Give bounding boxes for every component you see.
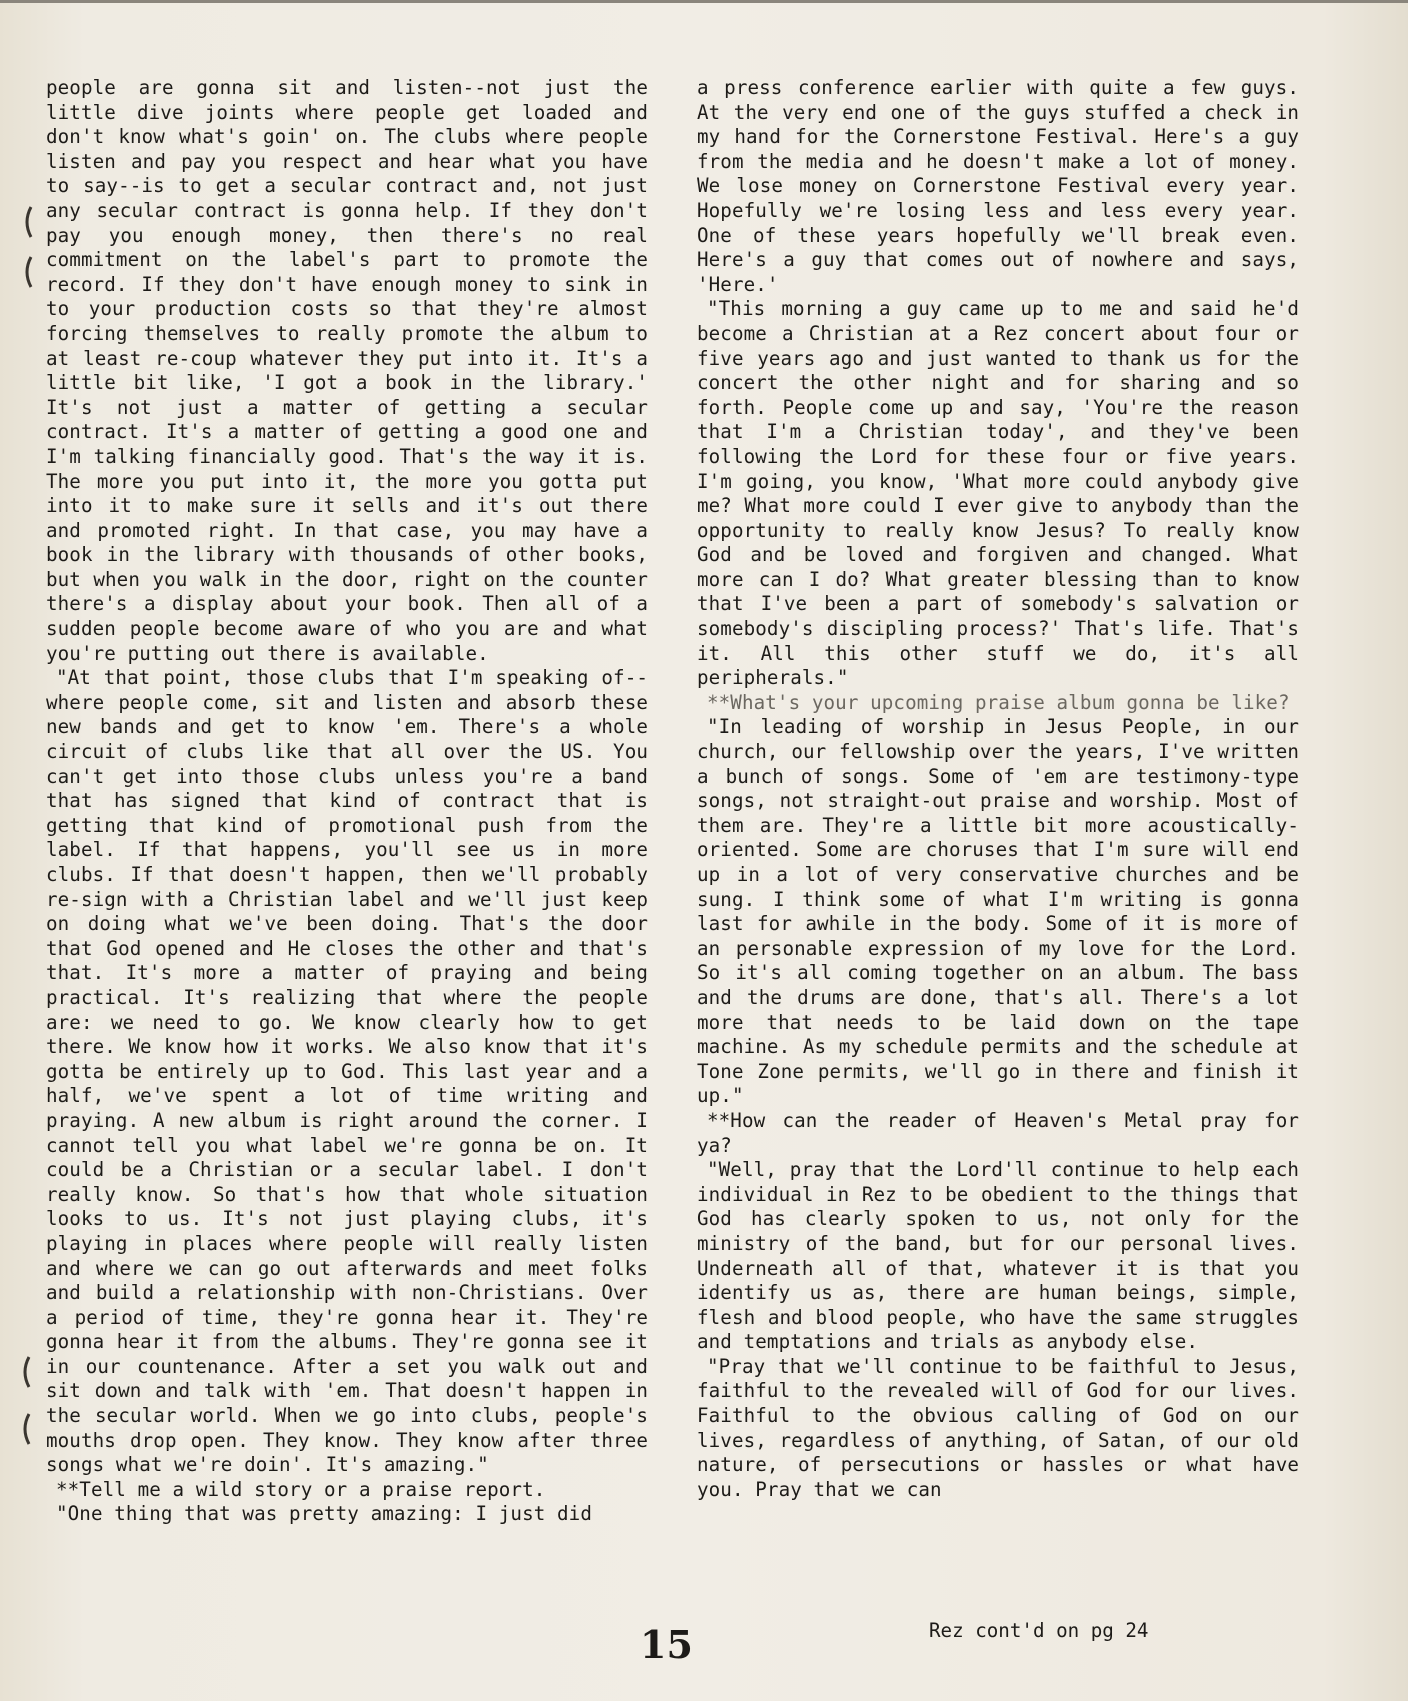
margin-bracket-mark — [20, 205, 34, 239]
interview-question: **What's your upcoming praise album gonna be like? — [707, 690, 1290, 714]
page-number: 15 — [640, 1622, 693, 1667]
paragraph: "Well, pray that the Lord'll continue to help each individual in Rez to be obedient to the things that God has clearly spoken to us, not only for the ministry of the band, but for our personal lives. Underneath all of that, whatever it is that you identify us as, there are human beings, simple, flesh and blood people, who have the same struggles and temptations and trials as anybody else. — [697, 1158, 1299, 1354]
interview-question: **Tell me a wild story or a praise report. — [56, 1477, 546, 1501]
paragraph: "One thing that was pretty amazing: I just did — [56, 1502, 592, 1526]
paragraph: a press conference earlier with quite a few guys. At the very end one of the guys stuffed a check in my hand for the Cornerstone Festival. Here's a guy from the media and he doesn't make a lot of money. We lose money on Cornerstone Festival every year. Hopefully we're losing less and less every year. One of these years hopefully we'll break even. Here's a guy that comes out of nowhere and says, 'Here.' — [697, 76, 1299, 296]
paragraph: "In leading of worship in Jesus People, in our church, our fellowship over the years, I've written a bunch of songs. Some of 'em are testimony-type songs, not straight-out praise and worship. Most of them are. They're a little bit more acoustically-oriented. Some are choruses that I'm sure will end up in a lot of very conservative churches and be sung. I think some of what I'm writing is gonna last for awhile in the body. Some of it is more of an personable expression of my love for the Lord. So it's all coming together on an album. The bass and the drums are done, that's all. There's a lot more that needs to be laid down on the tape machine. As my schedule permits and the schedule at Tone Zone permits, we'll go in there and finish it up." — [697, 715, 1299, 1108]
left-text-column — [46, 76, 648, 1527]
margin-bracket-mark — [20, 255, 34, 289]
continued-note: Rez cont'd on pg 24 — [929, 1619, 1149, 1642]
paragraph: "This morning a guy came up to me and said he'd become a Christian at a Rez concert about four or five years ago and just wanted to thank us for the concert the other night and for sharing and so forth. People come up and say, 'You're the reason that I'm a Christian today', and they've been following the Lord for these four or five years. I'm going, you know, 'What more could anybody give me? What more could I ever give to anybody than the opportunity to really know Jesus? To really know God and be loved and forgiven and changed. What more can I do? What greater blessing than to know that I've been a part of somebody's salvation or somebody's discipling process?' That's life. That's it. All this other stuff we do, it's all peripherals." — [697, 297, 1299, 690]
paragraph: "At that point, those clubs that I'm speaking of--where people come, sit and listen and absorb these new bands and get to know 'em. There's a whole circuit of clubs like that all over the US. You can't get into those clubs unless you're a band that has signed that kind of contract that is getting that kind of promotional push from the label. If that happens, you'll see us in more clubs. If that doesn't happen, then we'll probably re-sign with a Christian label and we'll just keep on doing what we've been doing. That's the door that God opened and He closes the other and that's that. It's more a matter of praying and being practical. It's realizing that where the people are: we need to go. We know clearly how to get there. We know how it works. We also know that it's gotta be entirely up to God. This last year and a half, we've spent a lot of time writing and praying. A new album is right around the corner. I cannot tell you what label we're gonna be on. It could be a Christian or a secular label. I don't really know. So that's how that whole situation looks to us. It's not just playing clubs, it's playing in places where people will really listen and where we can go out afterwards and meet folks and build a relationship with non-Christians. Over a period of time, they're gonna hear it. They're gonna hear it from the albums. They're gonna see it in our countenance. After a set you walk out and sit down and talk with 'em. That doesn't happen in the secular world. When we go into clubs, people's mouths drop open. They know. They know after three songs what we're doin'. It's amazing." — [46, 666, 648, 1477]
paragraph: "Pray that we'll continue to be faithful to Jesus, faithful to the revealed will of God for our lives. Faithful to the obvious calling of God on our lives, regardless of anything, of Satan, of our old nature, of persecutions or hassles or what have you. Pray that we can — [697, 1354, 1299, 1501]
margin-bracket-mark — [18, 1355, 32, 1389]
top-border-rule — [0, 0, 1408, 3]
right-text-column — [697, 76, 1299, 1502]
interview-question: **How can the reader of Heaven's Metal pray for ya? — [697, 1108, 1299, 1157]
paragraph: people are gonna sit and listen--not just the little dive joints where people get loaded and don't know what's goin' on. The clubs where people listen and pay you respect and hear what you have to say--is to get a secular contract and, not just any secular contract is gonna help. If they don't pay you enough money, then there's no real commitment on the label's part to promote the record. If they don't have enough money to sink in to your production costs so that they're almost forcing themselves to really promote the album to at least re-coup whatever they put into it. It's a little bit like, 'I got a book in the library.' It's not just a matter of getting a secular contract. It's a matter of getting a good one and I'm talking financially good. That's the way it is. The more you put into it, the more you gotta put into it to make sure it sells and it's out there and promoted right. In that case, you may have a book in the library with thousands of other books, but when you walk in the door, right on the counter there's a display about your book. Then all of a sudden people become aware of who you are and what you're putting out there is available. — [46, 76, 648, 665]
margin-bracket-mark — [18, 1412, 32, 1446]
